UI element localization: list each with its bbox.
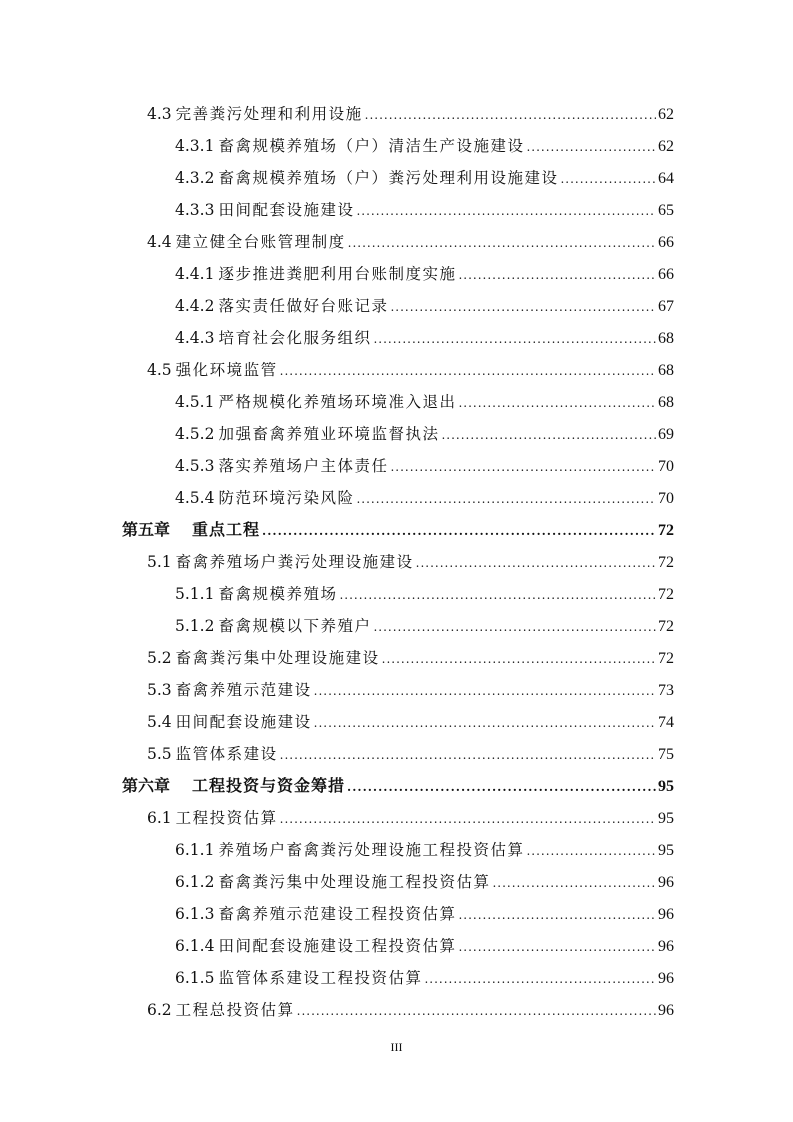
toc-entry-sub[interactable] [175, 930, 674, 962]
toc-entry-sub[interactable] [175, 610, 674, 642]
toc-dot-leader [416, 547, 656, 579]
toc-entry-page: 73 [658, 682, 674, 699]
toc-entry-title: 完善粪污处理和利用设施 [175, 105, 363, 123]
toc-dot-leader [424, 963, 656, 995]
toc-entry-title: 畜禽粪污集中处理设施工程投资估算 [218, 873, 491, 891]
toc-dot-leader [526, 131, 656, 163]
toc-entry-number: 4.5 [147, 361, 172, 379]
toc-entry-title: 田间配套设施建设工程投资估算 [218, 937, 457, 955]
toc-dot-leader [297, 995, 656, 1027]
toc-dot-leader [348, 227, 656, 259]
toc-entry-page: 96 [658, 874, 674, 891]
toc-entry-sub[interactable] [175, 386, 674, 418]
toc-entry-page: 68 [658, 362, 674, 379]
toc-entry-section[interactable] [147, 354, 674, 386]
toc-dot-leader [492, 867, 656, 899]
toc-entry-number: 5.4 [147, 713, 172, 731]
toc-entry-number: 4.5.1 [175, 393, 215, 411]
toc-entry-section[interactable] [147, 706, 674, 738]
toc-dot-leader [365, 99, 656, 131]
toc-entry-page: 72 [658, 618, 674, 635]
toc-entry-title: 田间配套设施建设 [175, 713, 312, 731]
toc-entry-page: 75 [658, 746, 674, 763]
toc-entry-number: 5.2 [147, 649, 172, 667]
toc-entry-number: 5.5 [147, 745, 172, 763]
toc-entry-chapter[interactable] [122, 514, 674, 546]
toc-dot-leader [373, 323, 656, 355]
toc-entry-sub[interactable] [175, 418, 674, 450]
toc-entry-title: 畜禽规模养殖场 [218, 585, 338, 603]
toc-entry-number: 4.3 [147, 105, 172, 123]
toc-dot-leader [382, 643, 656, 675]
toc-dot-leader [262, 515, 656, 547]
toc-dot-leader [280, 739, 656, 771]
toc-entry-title: 落实责任做好台账记录 [218, 297, 389, 315]
toc-entry-page: 70 [658, 490, 674, 507]
toc-entry-number: 4.4 [147, 233, 172, 251]
toc-entry-page: 64 [658, 170, 674, 187]
toc-entry-section[interactable] [147, 226, 674, 258]
toc-dot-leader [390, 451, 656, 483]
toc-entry-title: 严格规模化养殖场环境准入退出 [218, 393, 457, 411]
toc-entry-title: 培育社会化服务组织 [218, 329, 372, 347]
toc-entry-number: 5.1 [147, 553, 172, 571]
toc-entry-number: 6.1 [147, 809, 172, 827]
toc-entry-page: 74 [658, 714, 674, 731]
toc-entry-number: 6.1.5 [175, 969, 215, 987]
toc-entry-section[interactable] [147, 802, 674, 834]
toc-entry-page: 72 [658, 522, 674, 539]
toc-entry-title: 畜禽粪污集中处理设施建设 [175, 649, 380, 667]
toc-entry-number: 6.2 [147, 1001, 172, 1019]
toc-entry-title: 养殖场户畜禽粪污处理设施工程投资估算 [218, 841, 525, 859]
toc-entry-page: 72 [658, 650, 674, 667]
toc-entry-title: 畜禽规模养殖场（户）粪污处理利用设施建设 [218, 169, 559, 187]
toc-entry-sub[interactable] [175, 130, 674, 162]
toc-entry-page: 70 [658, 458, 674, 475]
toc-entry-title: 畜禽规模以下养殖户 [218, 617, 372, 635]
toc-entry-sub[interactable] [175, 578, 674, 610]
toc-dot-leader [314, 707, 656, 739]
toc-entry-chapter[interactable] [122, 770, 674, 802]
toc-entry-page: 96 [658, 1002, 674, 1019]
toc-entry-page: 65 [658, 202, 674, 219]
toc-entry-page: 68 [658, 330, 674, 347]
toc-entry-page: 69 [658, 426, 674, 443]
toc-entry-title: 畜禽养殖场户粪污处理设施建设 [175, 553, 414, 571]
toc-entry-title: 强化环境监管 [175, 361, 278, 379]
toc-entry-page: 95 [658, 810, 674, 827]
toc-entry-sub[interactable] [175, 962, 674, 994]
toc-entry-page: 96 [658, 906, 674, 923]
toc-entry-number: 4.4.3 [175, 329, 215, 347]
toc-dot-leader [373, 611, 656, 643]
toc-entry-section[interactable] [147, 642, 674, 674]
toc-dot-leader [560, 163, 656, 195]
toc-entry-number: 4.3.3 [175, 201, 215, 219]
toc-entry-section[interactable] [147, 738, 674, 770]
toc-entry-sub[interactable] [175, 866, 674, 898]
toc-entry-title: 田间配套设施建设 [218, 201, 355, 219]
toc-entry-page: 66 [658, 266, 674, 283]
toc-entry-number: 4.4.2 [175, 297, 215, 315]
toc-entry-page: 96 [658, 938, 674, 955]
toc-entry-title: 加强畜禽养殖业环境监督执法 [218, 425, 440, 443]
toc-entry-section[interactable] [147, 546, 674, 578]
toc-dot-leader [526, 835, 656, 867]
toc-dot-leader [339, 579, 656, 611]
toc-entry-sub[interactable] [175, 290, 674, 322]
toc-entry-section[interactable] [147, 674, 674, 706]
toc-entry-page: 95 [658, 778, 674, 795]
toc-entry-title: 落实养殖场户主体责任 [218, 457, 389, 475]
toc-entry-title: 重点工程 [192, 520, 261, 539]
toc-entry-title: 监管体系建设 [175, 745, 278, 763]
toc-entry-number: 5.1.1 [175, 585, 215, 603]
toc-entry-number: 4.3.2 [175, 169, 215, 187]
toc-dot-leader [458, 259, 656, 291]
toc-dot-leader [280, 803, 656, 835]
toc-entry-page: 96 [658, 970, 674, 987]
toc-entry-title: 畜禽规模养殖场（户）清洁生产设施建设 [218, 137, 525, 155]
toc-entry-number: 6.1.2 [175, 873, 215, 891]
toc-entry-page: 62 [658, 138, 674, 155]
toc-entry-sub[interactable] [175, 162, 674, 194]
toc-dot-leader [356, 195, 656, 227]
toc-entry-number: 4.3.1 [175, 137, 215, 155]
toc-dot-leader [347, 771, 656, 803]
toc-entry-number: 第六章 [122, 776, 171, 795]
toc-entry-page: 72 [658, 554, 674, 571]
toc-entry-section[interactable] [147, 98, 674, 130]
toc-dot-leader [458, 931, 656, 963]
toc-entry-number: 5.1.2 [175, 617, 215, 635]
toc-entry-number: 4.5.4 [175, 489, 215, 507]
toc-entry-sub[interactable] [175, 322, 674, 354]
toc-entry-title: 工程总投资估算 [175, 1001, 295, 1019]
toc-entry-title: 工程投资估算 [175, 809, 278, 827]
toc-entry-number: 6.1.4 [175, 937, 215, 955]
toc-dot-leader [314, 675, 656, 707]
toc-dot-leader [441, 419, 656, 451]
toc-entry-number: 6.1.1 [175, 841, 215, 859]
toc-entry-title: 工程投资与资金筹措 [192, 776, 346, 795]
toc-entry-title: 监管体系建设工程投资估算 [218, 969, 423, 987]
toc-entry-page: 62 [658, 106, 674, 123]
toc-dot-leader [390, 291, 656, 323]
toc-entry-page: 66 [658, 234, 674, 251]
toc-entry-title: 畜禽养殖示范建设 [175, 681, 312, 699]
toc-entry-page: 68 [658, 394, 674, 411]
toc-entry-title: 畜禽养殖示范建设工程投资估算 [218, 905, 457, 923]
toc-entry-page: 72 [658, 586, 674, 603]
toc-dot-leader [458, 387, 656, 419]
toc-entry-title: 逐步推进粪肥利用台账制度实施 [218, 265, 457, 283]
page-number: III [390, 1040, 403, 1054]
toc-entry-number: 4.4.1 [175, 265, 215, 283]
toc-entry-page: 67 [658, 298, 674, 315]
toc-dot-leader [280, 355, 656, 387]
toc-entry-number: 6.1.3 [175, 905, 215, 923]
toc-entry-title: 防范环境污染风险 [218, 489, 355, 507]
toc-entry-title: 建立健全台账管理制度 [175, 233, 346, 251]
toc-entry-number: 5.3 [147, 681, 172, 699]
toc-entry-sub[interactable] [175, 450, 674, 482]
toc-entry-section[interactable] [147, 994, 674, 1026]
toc-entry-sub[interactable] [175, 482, 674, 514]
toc-entry-sub[interactable] [175, 898, 674, 930]
toc-entry-number: 4.5.2 [175, 425, 215, 443]
toc-entry-sub[interactable] [175, 258, 674, 290]
toc-entry-page: 95 [658, 842, 674, 859]
toc-dot-leader [356, 483, 656, 515]
toc-entry-number: 4.5.3 [175, 457, 215, 475]
toc-entry-sub[interactable] [175, 194, 674, 226]
toc-entry-sub[interactable] [175, 834, 674, 866]
toc-entry-number: 第五章 [122, 520, 171, 539]
toc-dot-leader [458, 899, 656, 931]
